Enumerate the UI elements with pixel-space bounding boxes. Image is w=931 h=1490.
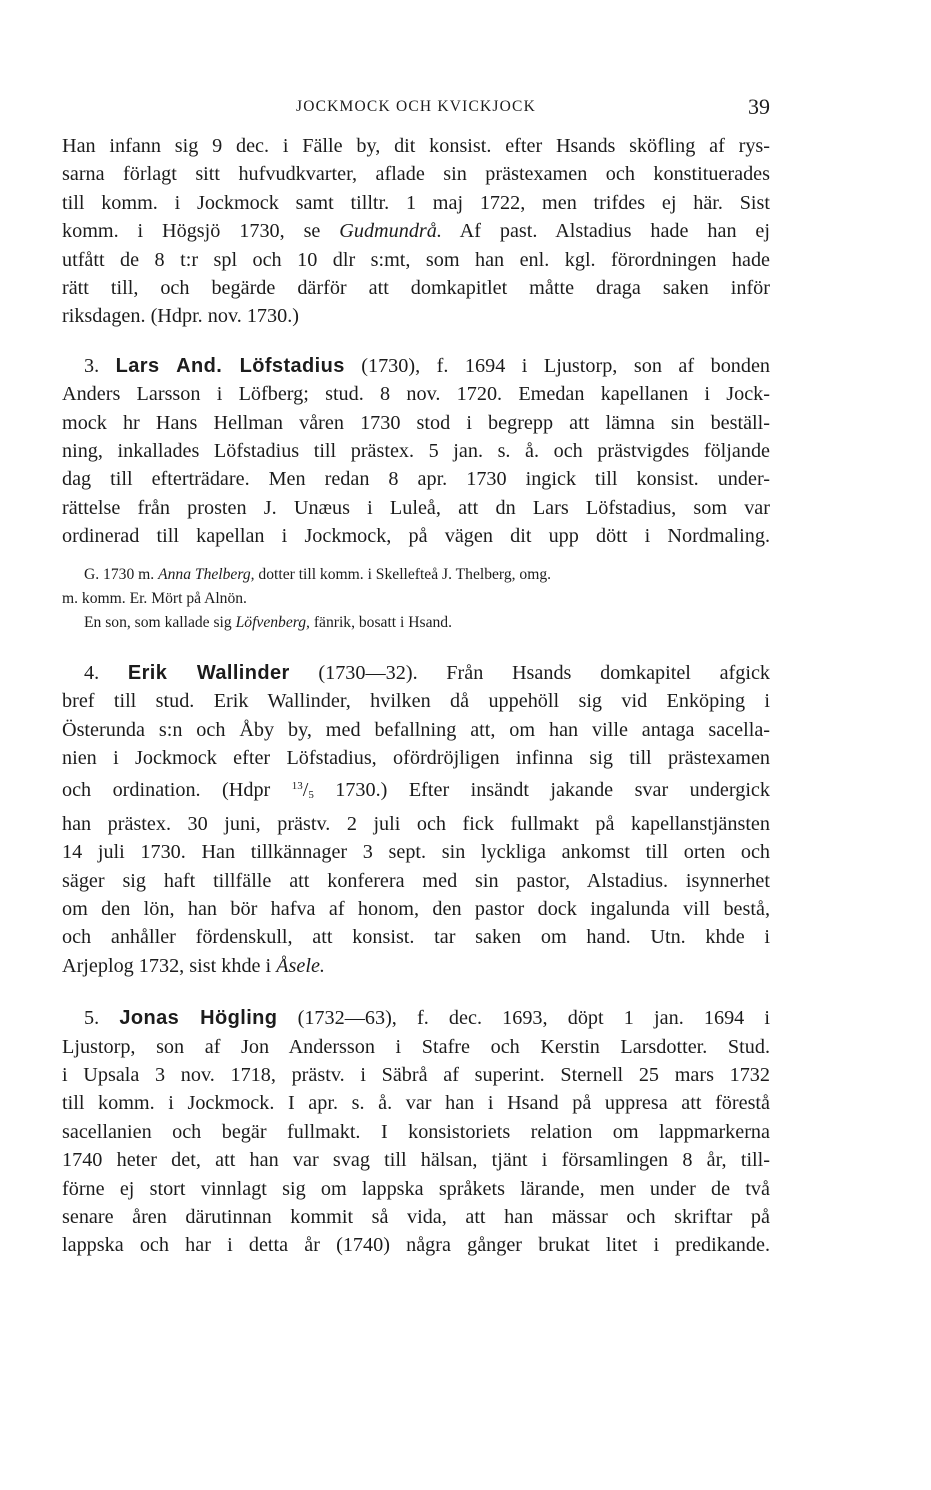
entry-jonas-hogling [62,1004,770,1260]
text-line: Anders Larsson i Löfberg; stud. 8 nov. 1720. Emedan kapellanen i Jock- [62,383,770,406]
text-line: senare åren därutinnan kommit så vida, att han mässar och skriftar på [62,1206,770,1228]
running-title: JOCKMOCK OCH KVICKJOCK [296,98,536,115]
text-line: till komm. i Jockmock samt tilltr. 1 maj 1722, men trifdes ej här. Sist [62,191,770,214]
text-line [62,772,770,809]
text-line: mock hr Hans Hellman våren 1730 stod i begrepp att lämna sin beställ- [62,411,770,434]
text-line: sarna förlagt sitt hufvudkvarter, aflade sin prästexamen och konstituerades [62,163,770,186]
text-line: ning, inkallades Löfstadius till prästex. 5 jan. s. å. och prästvigdes följande [62,440,770,463]
text-line: ordinerad till kapellan i Jockmock, på vägen dit upp dött i Nordmaling. [62,525,770,548]
page-number: 39 [748,94,770,119]
italic-person-name: Anna Thelberg, [158,565,255,583]
text-line [62,217,770,245]
entry-erik-wallinder [62,659,770,980]
entry-first-line [62,1004,770,1032]
text-segment: (1730—32). Från Hsands domkapitel afgick [318,661,771,684]
text-line [62,952,770,980]
italic-place-name: Gudmundrå. [339,220,442,243]
text-line: och anhåller fördenskull, att konsist. tar saken om hand. Utn. khde i [62,926,770,949]
note-line: m. komm. Er. Mört på Alnön. [62,589,247,607]
text-line: dag till efterträdare. Men redan 8 apr. 1730 ingick till konsist. under- [62,468,770,491]
text-line: förne ej stort vinnlagt sig om lappska språkets lärande, men under de två [62,1177,770,1200]
entry-number: 4. [84,661,100,684]
text-segment: (1732—63), f. dec. 1693, döpt 1 jan. 1694 i [297,1007,771,1030]
text-line: nien i Jockmock efter Löfstadius, ofördröjligen infinna sig till prästexamen [62,746,770,769]
text-line: till komm. i Jockmock. I apr. s. å. var han i Hsand på uppresa att förestå [62,1092,770,1115]
text-line: Han infann sig 9 dec. i Fälle by, dit konsist. efter Hsands sköfling af rys- [62,135,770,157]
text-line: utfått de 8 t:r spl och 10 dlr s:mt, som han enl. kgl. förordningen hade [62,248,770,271]
text-line: i Upsala 3 nov. 1718, prästv. i Säbrå af superint. Sternell 25 mars 1732 [62,1063,770,1086]
text-segment: G. 1730 m. [84,565,159,583]
entry-name: Erik Wallinder [127,661,290,684]
text-line: rätt till, och begärde därför att domkapitlet måtte draga saken inför [62,277,770,300]
fraction-slash: / [302,779,309,802]
text-line: lappska och har i detta år (1740) några gånger brukat litet i predikande. [62,1234,770,1257]
text-line: rättelse från prosten J. Unæus i Luleå, att dn Lars Löfstadius, som var [62,496,770,519]
fraction-denominator: 5 [308,789,314,802]
entry-number: 5. [84,1007,100,1030]
text-segment: (1730), f. 1694 i Ljustorp, son af bonden [361,354,771,377]
fraction-numerator: 13 [291,780,303,793]
entry-first-line [62,659,770,687]
text-line: 14 juli 1730. Han tillkännager 3 sept. sin lyckliga ankomst till orten och [62,841,770,864]
entry-note [62,563,770,635]
note-line [62,611,770,635]
text-line: han prästex. 30 juni, prästv. 2 juli och fick fullmakt på kapellanstjänsten [62,812,770,835]
text-segment: dotter till komm. i Skellefteå J. Thelberg, omg. [254,565,552,583]
text-line: sacellanien och begär fullmakt. I konsistoriets relation om lappmarkerna [62,1120,770,1143]
text-segment: komm. i Högsjö 1730, se [62,220,340,243]
text-segment: fänrik, bosatt i Hsand. [309,613,453,631]
running-head [62,92,770,132]
text-line: 1740 heter det, att han var svag till hälsan, tjänt i församlingen 8 år, till- [62,1149,770,1172]
text-line: Ljustorp, son af Jon Andersson i Stafre och Kerstin Larsdotter. Stud. [62,1035,770,1058]
book-page [62,92,770,1260]
entry-first-line [62,352,770,380]
entry-name: Jonas Högling [119,1007,278,1030]
text-line: om den lön, han bör hafva af honom, den pastor dock ingalunda vill bestå, [62,897,770,920]
entry-lars-lofstadius [62,352,770,551]
entry-name: Lars And. Löfstadius [115,354,345,377]
text-line: Österunda s:n och Åby by, med befallning att, om han ville antaga sacella- [62,718,770,741]
text-line: säger sig haft tillfälle att konferera med sin pastor, Alstadius. isynnerhet [62,869,770,892]
text-line: bref till stud. Erik Wallinder, hvilken då uppehöll sig vid Enköping i [62,690,770,713]
entry-number: 3. [84,354,100,377]
italic-place-name: Åsele. [276,954,325,977]
text-segment: och ordination. (Hdpr [62,779,292,802]
paragraph-continuation [62,132,770,331]
italic-person-name: Löfvenberg, [235,613,310,631]
text-segment: Af past. Alstadius hade han ej [441,220,770,243]
text-line: riksdagen. (Hdpr. nov. 1730.) [62,305,299,328]
text-segment: Arjeplog 1732, sist khde i [62,954,277,977]
note-line [62,563,770,587]
text-segment: En son, som kallade sig [84,613,236,631]
text-segment: 1730.) Efter insändt jakande svar undergick [313,779,770,802]
